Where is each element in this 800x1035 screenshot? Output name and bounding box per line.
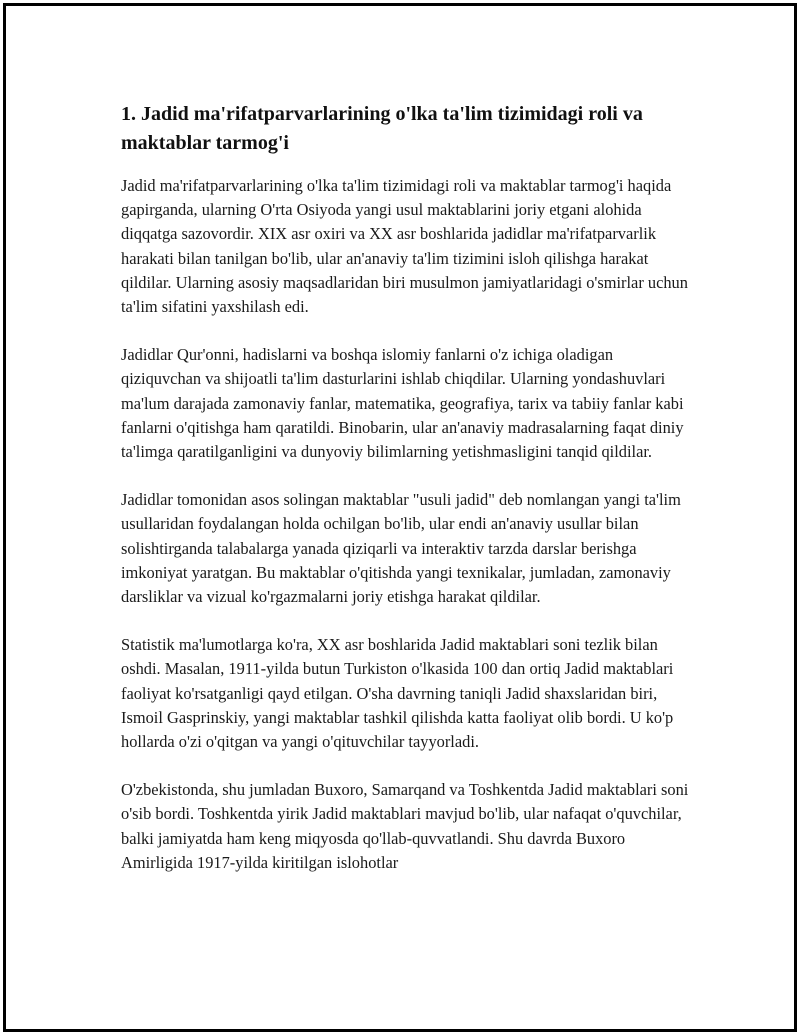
paragraph-4: Statistik ma'lumotlarga ko'ra, XX asr boshlarida Jadid maktablari soni tezlik bilan oshdi. Masalan, 1911-yilda butun Turkiston o'lkasida 100 dan ortiq Jadid maktablari faoliyat ko'rsatganligi qayd etilgan. O'sha davrning taniqli Jadid shaxslaridan biri, Ismoil Gasprinskiy, yangi maktablar tashkil qilishda katta faoliyat olib bordi. U ko'p hollarda o'zi o'qitgan va yangi o'qituvchilar tayyorladi. (121, 635, 674, 752)
document-body (121, 100, 691, 899)
page-frame (3, 3, 797, 1032)
paragraph-3: Jadidlar tomonidan asos solingan maktablar "usuli jadid" deb nomlangan yangi ta'lim usullaridan foydalangan holda ochilgan bo'lib, ular endi an'anaviy usullar bilan solishtirganda talabalarga yanada qiziqarli va interaktiv tarzda darslar berishga imkoniyat yaratgan. Bu maktablar o'qitishda yangi texnikalar, jumladan, zamonaviy darsliklar va vizual ko'rgazmalarni joriy etishga harakat qildilar. (121, 490, 681, 607)
section-heading: 1. Jadid ma'rifatparvarlarining o'lka ta'lim tizimidagi roli va maktablar tarmog'i (121, 103, 643, 154)
paragraph-1: Jadid ma'rifatparvarlarining o'lka ta'lim tizimidagi roli va maktablar tarmog'i haqida gapirganda, ularning O'rta Osiyoda yangi usul maktablarini joriy etgani alohida diqqatga sazovordir. XIX asr oxiri va XX asr boshlarida jadidlar ma'rifatparvarlik harakati bilan tanilgan bo'lib, ular an'anaviy ta'lim tizimini isloh qilishga harakat qildilar. Ularning asosiy maqsadlaridan biri musulmon jamiyatlaridagi o'smirlar uchun ta'lim sifatini yaxshilash edi. (121, 176, 688, 317)
paragraph-2: Jadidlar Qur'onni, hadislarni va boshqa islomiy fanlarni o'z ichiga oladigan qiziquvchan va shijoatli ta'lim dasturlarini ishlab chiqdilar. Ularning yondashuvlari ma'lum darajada zamonaviy fanlar, matematika, geografiya, tarix va tabiiy fanlar kabi fanlarni o'qitishga ham qaratildi. Binobarin, ular an'anaviy madrasalarning faqat diniy ta'limga qaratilganligini va dunyoviy bilimlarning yetishmasligini tanqid qildilar. (121, 345, 684, 462)
paragraph-5: O'zbekistonda, shu jumladan Buxoro, Samarqand va Toshkentda Jadid maktablari soni o'sib bordi. Toshkentda yirik Jadid maktablari mavjud bo'lib, ular nafaqat o'quvchilar, balki jamiyatda ham keng miqyosda qo'llab-quvvatlandi. Shu davrda Buxoro Amirligida 1917-yilda kiritilgan islohotlar (121, 780, 689, 872)
